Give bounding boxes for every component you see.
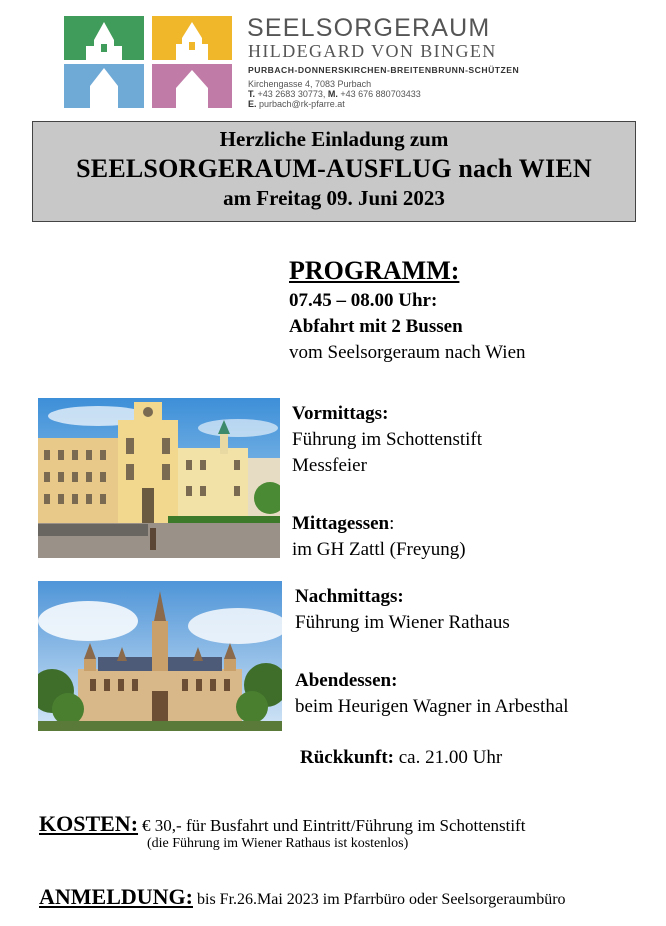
org-subtitle: HILDEGARD VON BINGEN xyxy=(248,41,497,61)
costs-note: (die Führung im Wiener Rathaus ist kostenlos) xyxy=(147,836,409,851)
costs-text: € 30,- für Busfahrt und Eintritt/Führung im Schottenstift xyxy=(142,816,526,835)
org-phone-line xyxy=(248,89,421,99)
lunch-place: im GH Zattl (Freyung) xyxy=(292,539,466,560)
afternoon-tour: Führung im Wiener Rathaus xyxy=(295,612,510,633)
return-time: ca. 21.00 Uhr xyxy=(398,747,503,768)
departure-detail: vom Seelsorgeraum nach Wien xyxy=(289,342,526,363)
return-info xyxy=(300,747,502,769)
lunch-colon: : xyxy=(389,513,395,534)
excursion-date: am Freitag 09. Juni 2023 xyxy=(223,186,445,210)
org-parishes: PURBACH-DONNERSKIRCHEN-BREITENBRUNN-SCHÜTZEN xyxy=(248,65,520,75)
morning-tour: Führung im Schottenstift xyxy=(292,429,482,450)
departure-time: 07.45 – 08.00 Uhr: xyxy=(289,290,438,311)
org-name: SEELSORGERAUM xyxy=(247,14,491,42)
costs-line xyxy=(39,811,525,837)
afternoon-label: Nachmittags: xyxy=(295,586,404,607)
phone-label: T. xyxy=(248,89,256,99)
morning-label: Vormittags: xyxy=(292,403,389,424)
registration-line xyxy=(39,884,566,910)
morning-mass: Messfeier xyxy=(292,455,367,476)
dinner-label: Abendessen: xyxy=(295,670,398,691)
departure-info: Abfahrt mit 2 Bussen xyxy=(289,316,463,337)
lunch-heading xyxy=(292,513,394,535)
org-address: Kirchengasse 4, 7083 Purbach xyxy=(248,79,372,89)
return-label: Rückkunft: xyxy=(300,747,394,768)
registration-text: bis Fr.26.Mai 2023 im Pfarrbüro oder Seelsorgeraumbüro xyxy=(197,891,566,908)
email-label: E. xyxy=(248,99,257,109)
lunch-label: Mittagessen xyxy=(292,513,390,534)
registration-label: ANMELDUNG: xyxy=(39,884,193,909)
dinner-place: beim Heurigen Wagner in Arbesthal xyxy=(295,696,569,717)
mobile-label: M. xyxy=(327,89,338,99)
invitation-header xyxy=(32,121,636,222)
invitation-line: Herzliche Einladung zum xyxy=(219,127,449,151)
mobile-number: +43 676 880703433 xyxy=(340,89,421,99)
email-address: purbach@rk-pfarre.at xyxy=(259,99,345,109)
rathaus-photo xyxy=(38,581,282,731)
program-heading: PROGRAMM: xyxy=(289,256,460,285)
schottenstift-photo xyxy=(38,398,280,558)
costs-label: KOSTEN: xyxy=(39,811,139,836)
phone-number: +43 2683 30773, xyxy=(257,89,326,99)
excursion-title: SEELSORGERAUM-AUSFLUG nach WIEN xyxy=(76,154,592,183)
parish-logo xyxy=(64,16,232,108)
org-email-line xyxy=(248,99,345,109)
